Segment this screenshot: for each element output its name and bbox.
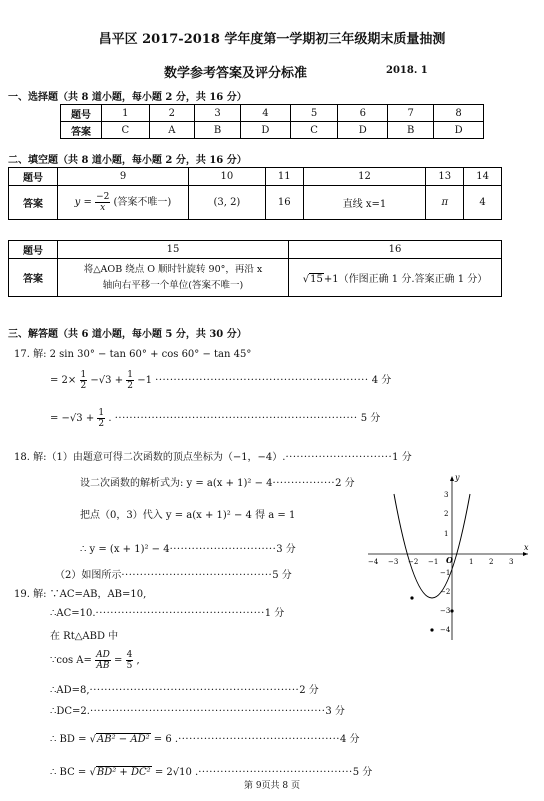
y-tick: 1 (444, 530, 449, 538)
section3-heading: 三、解答题（共 6 道小题，每小题 5 分，共 30 分） (8, 329, 247, 340)
answer-cell: B (388, 122, 434, 139)
fraction: $\frac{4}{5}$ (126, 650, 133, 671)
fraction: $\frac{1}{2}$ (127, 370, 134, 391)
q19-line5: ∴AD=8,·························································2 分 (50, 685, 319, 696)
row-label-answer: 答案 (9, 186, 58, 220)
x-axis-arrow (523, 552, 528, 556)
answer-cell: 4 (464, 186, 502, 220)
x-tick: 3 (509, 558, 514, 566)
row-label-question: 题号 (9, 168, 58, 186)
section2-heading: 二、填空题（共 8 道小题，每小题 2 分，共 16 分） (8, 155, 247, 166)
q19-line4: ∵cos A= $\frac{AD}{AB}$ = $\frac{4}{5}$ , (50, 650, 140, 671)
parabola-graph (362, 470, 534, 642)
answer-cell: B (195, 122, 241, 139)
q19-line8: ∴ BC = √BD² + DC² = 2√10 .··········································5 分 (50, 767, 373, 778)
question-number: 5 (290, 105, 338, 122)
q17-line2: = 2× $\frac{1}{2}$ −√3 + $\frac{1}{2}$ −1 ·························································· 4 分 (50, 370, 392, 391)
question-number: 15 (58, 241, 289, 259)
q18-line4: ∴ y = (x + 1)² − 4·····························3 分 (80, 544, 296, 555)
plot-point (410, 596, 413, 599)
y-tick: 2 (444, 510, 449, 518)
parabola-curve (394, 494, 470, 598)
answer-cell-9: y = $\frac{-2}{x}$ (答案不唯一) (58, 186, 189, 220)
y-tick: −3 (440, 607, 451, 615)
q18-line3: 把点（0，3）代入 y = a(x + 1)² − 4 得 a = 1 (80, 510, 296, 521)
question-number: 3 (195, 105, 241, 122)
q17-line3: = −√3 + $\frac{1}{2}$ . ·································································· 5 分 (50, 408, 381, 429)
fill-answer-table-b (8, 240, 502, 297)
x-tick: 2 (489, 558, 494, 566)
fill-answer-table-a (8, 167, 502, 220)
question-number: 10 (189, 168, 266, 186)
document-title: 昌平区 2017-2018 学年度第一学期初三年级期末质量抽测 (98, 32, 446, 47)
fraction: $\frac{1}{2}$ (80, 370, 87, 391)
x-tick: −3 (388, 558, 399, 566)
question-number: 16 (289, 241, 502, 259)
page-footer: 第 9页共 8 页 (243, 781, 301, 791)
answer-cell: (3, 2) (189, 186, 266, 220)
x-tick: 1 (469, 558, 474, 566)
q19-line3: 在 Rt△ABD 中 (50, 631, 119, 642)
q19-line7: ∴ BD = √AB² − AD² = 6 .············································4 分 (50, 734, 360, 745)
q18-line1: 18. 解:（1）由题意可得二次函数的顶点坐标为（−1，−4）.·····························1 分 (14, 452, 412, 463)
y-tick: 3 (444, 491, 449, 499)
x-axis-label: x (524, 543, 529, 552)
row-label-question: 题号 (61, 105, 102, 122)
question-number: 1 (102, 105, 150, 122)
answer-cell-15: 将△AOB 绕点 O 顺时针旋转 90°，再沿 x 轴向右平移一个单位(答案不唯一) (58, 259, 289, 297)
fraction: $\frac{-2}{x}$ (96, 192, 110, 213)
x-tick: −1 (428, 558, 439, 566)
q19-line6: ∴DC=2.································································3 分 (50, 706, 345, 717)
answer-cell-16: √15+1（作图正确 1 分.答案正确 1 分） (289, 259, 502, 297)
row-label-answer: 答案 (9, 259, 58, 297)
x-tick: −4 (368, 558, 379, 566)
answer-cell: A (149, 122, 194, 139)
answer-cell: 直线 x=1 (303, 186, 426, 220)
origin-label: O (446, 555, 453, 565)
answer-cell: D (338, 122, 388, 139)
row-label-question: 题号 (9, 241, 58, 259)
document-subtitle: 数学参考答案及评分标准 (164, 66, 308, 81)
y-axis-label: y (455, 473, 460, 482)
x-tick-labels (368, 558, 513, 566)
y-tick: −1 (440, 569, 451, 577)
choice-answer-table (60, 104, 484, 139)
fraction: $\frac{AD}{AB}$ (96, 650, 110, 671)
x-tick: −2 (408, 558, 419, 566)
answer-cell: C (290, 122, 338, 139)
q19-line2: ∴AC=10.··············································1 分 (50, 608, 285, 619)
section1-heading: 一、选择题（共 8 道小题，每小题 2 分，共 16 分） (8, 92, 247, 103)
question-number: 6 (338, 105, 388, 122)
question-number: 7 (388, 105, 434, 122)
y-tick: −4 (440, 626, 451, 634)
question-number: 4 (241, 105, 291, 122)
question-number: 14 (464, 168, 502, 186)
question-number: 11 (265, 168, 303, 186)
plot-point (450, 609, 453, 612)
question-number: 2 (149, 105, 194, 122)
y-axis-arrow (450, 476, 454, 481)
q19-line1: 19. 解: ∵AC=AB，AB=10, (14, 589, 147, 600)
question-number: 9 (58, 168, 189, 186)
fraction: $\frac{1}{2}$ (98, 408, 105, 429)
answer-cell: π (426, 186, 464, 220)
question-number: 8 (434, 105, 484, 122)
question-number: 13 (426, 168, 464, 186)
q18-line2: 设二次函数的解析式为: y = a(x + 1)² − 4·················2 分 (80, 478, 355, 489)
question-number: 12 (303, 168, 426, 186)
answer-cell: 16 (265, 186, 303, 220)
y-tick: −2 (440, 588, 451, 596)
row-label-answer: 答案 (61, 122, 102, 139)
q17-line1: 17. 解: 2 sin 30° − tan 60° + cos 60° − tan 45° (14, 349, 252, 360)
q18-line5: （2）如图所示·········································5 分 (55, 570, 292, 581)
vertex-point (430, 628, 433, 631)
answer-cell: C (102, 122, 150, 139)
answer-cell: D (241, 122, 291, 139)
document-date: 2018. 1 (386, 65, 428, 76)
answer-cell: D (434, 122, 484, 139)
